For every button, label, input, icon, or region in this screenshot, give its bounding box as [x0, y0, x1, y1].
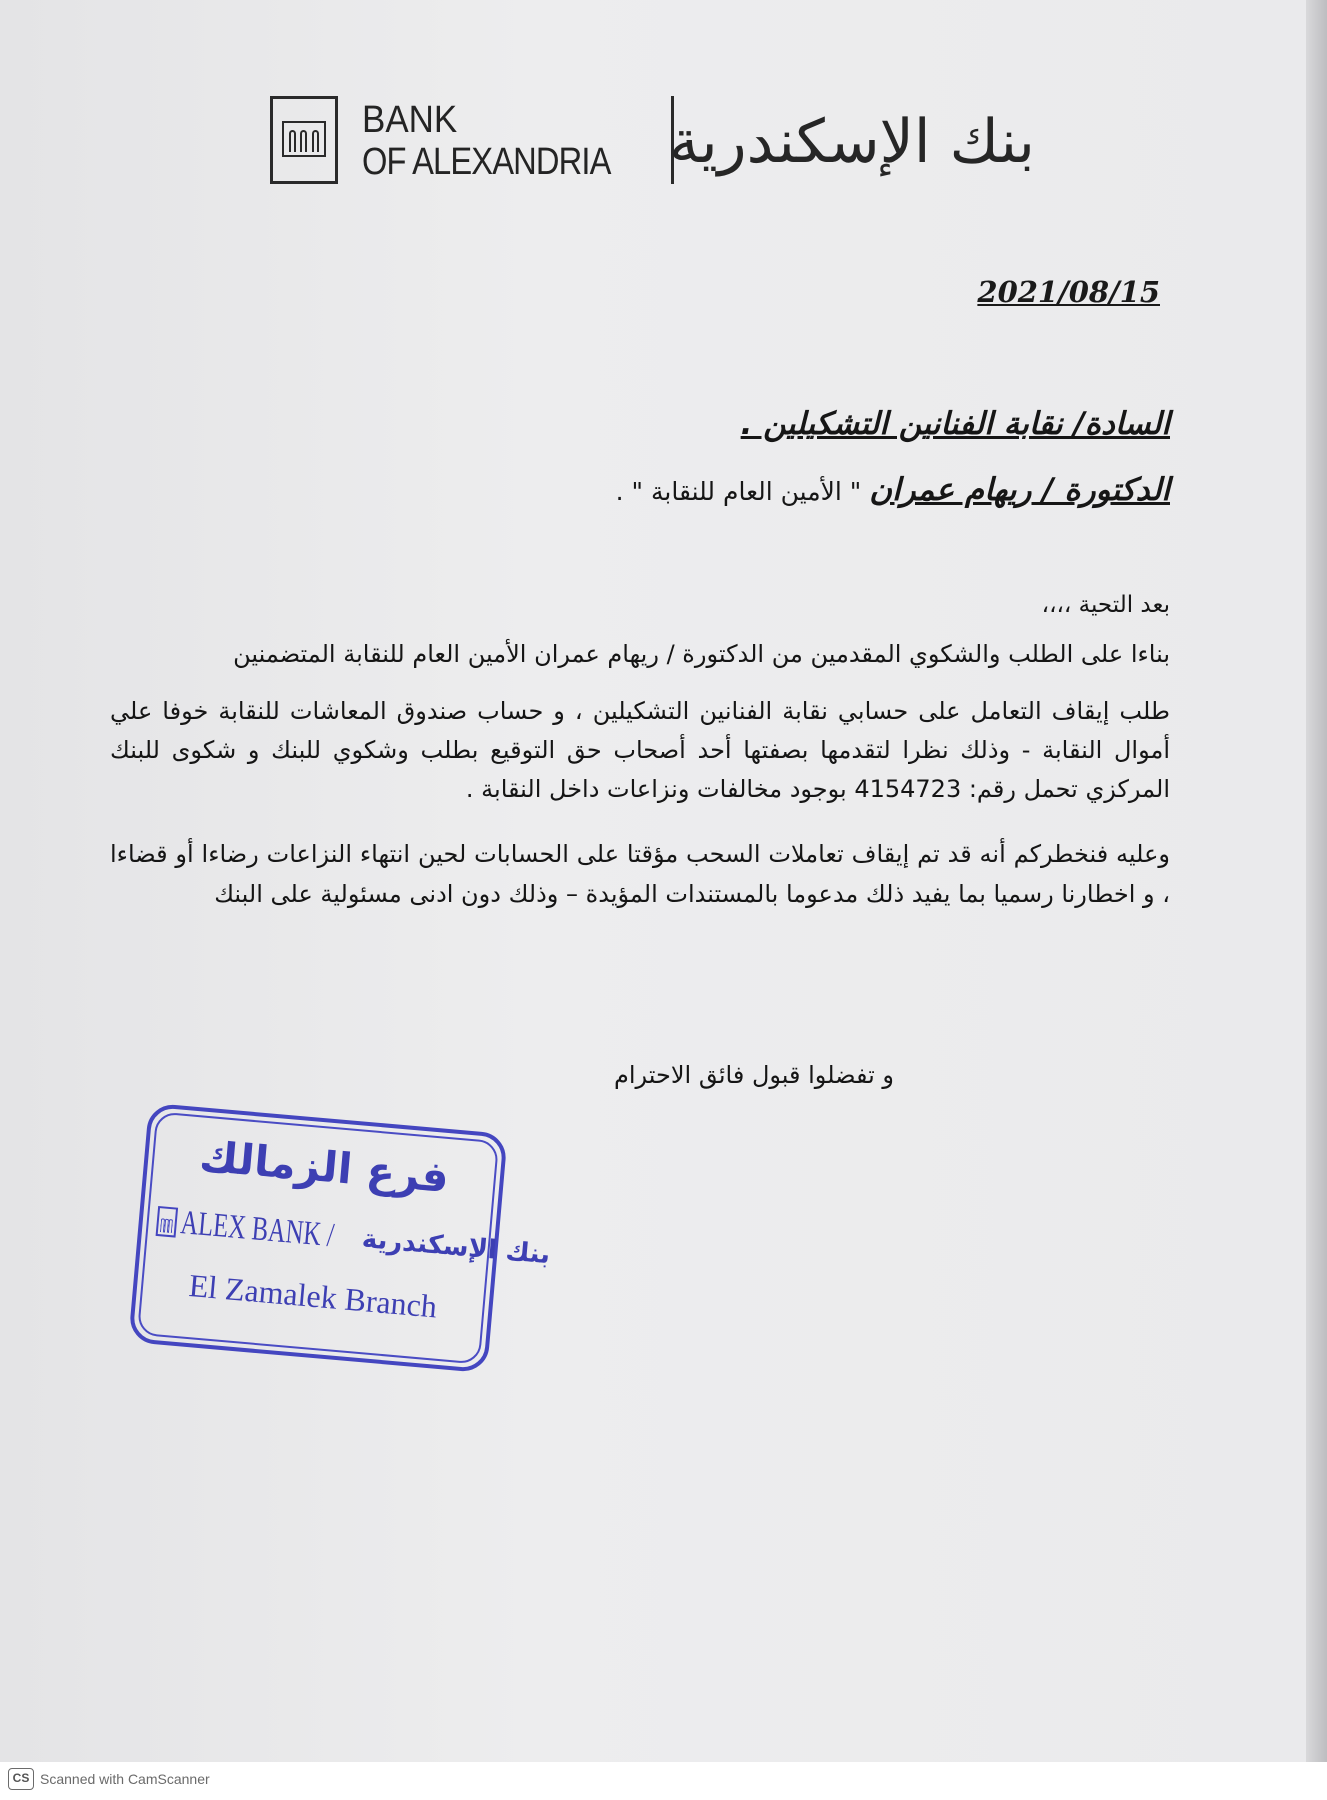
stamp-bank-en: ALEX BANK /: [179, 1204, 336, 1255]
addressee-title: " الأمين العام للنقابة " .: [615, 477, 870, 506]
addressee-name: الدكتورة / ريهام عمران: [869, 472, 1170, 508]
stamp-bank-logo-icon: [156, 1206, 179, 1238]
paragraph-2: طلب إيقاف التعامل على حسابي نقابة الفنانين التشكيلين ، و حساب صندوق المعاشات للنقابة خوفا علي أموال النقابة - وذلك نظرا لتقدمها بصفتها أحد أصحاب حق التوقيع بطلب وشكوي للبنك و شكوى للبنك المركزي تحمل رقم: 4154723 بوجود مخالفات ونزاعات داخل النقابة .: [110, 697, 1170, 803]
letterhead-name-ar: بنك الإسكندرية: [668, 107, 1035, 177]
letterhead-name-en-line1: BANK: [362, 99, 458, 141]
addressee-line2: [616, 468, 1170, 514]
stamp-bank-ar: بنك الإسكندرية: [360, 1223, 552, 1271]
paragraph-1: بناءا على الطلب والشكوي المقدمين من الدكتورة / ريهام عمران الأمين العام للنقابة المتضمنين: [233, 640, 1170, 668]
branch-stamp: [128, 1103, 552, 1373]
greeting: بعد التحية ،،،،: [1041, 592, 1170, 618]
closing-line: و تفضلوا قبول فائق الاحترام: [614, 1061, 894, 1089]
stamp-branch-ar: فرع الزمالك: [197, 1131, 451, 1203]
bank-logo-icon: [270, 96, 338, 184]
page-edge-shadow: [1306, 0, 1327, 1762]
letter-date: 2021/08/15: [977, 275, 1160, 309]
letterhead-name-en-line2: OF ALEXANDRIA: [362, 141, 611, 183]
paragraph-3: وعليه فنخطركم أنه قد تم إيقاف تعاملات السحب مؤقتا على الحسابات لحين انتهاء النزاعات رضاءا أو قضاءا ، و اخطارنا رسميا بما يفيد ذلك مدعوما بالمستندات المؤيدة – وذلك دون ادنى مسئولية على البنك: [110, 840, 1170, 908]
addressee-line1: السادة/ نقابة الفنانين التشكيلين .: [740, 406, 1170, 442]
camscanner-logo-icon: CS: [8, 1768, 34, 1790]
scanner-watermark-text: Scanned with CamScanner: [40, 1771, 210, 1787]
letterhead-name-en: [362, 100, 652, 184]
stamp-branch-en: El Zamalek Branch: [187, 1267, 439, 1325]
